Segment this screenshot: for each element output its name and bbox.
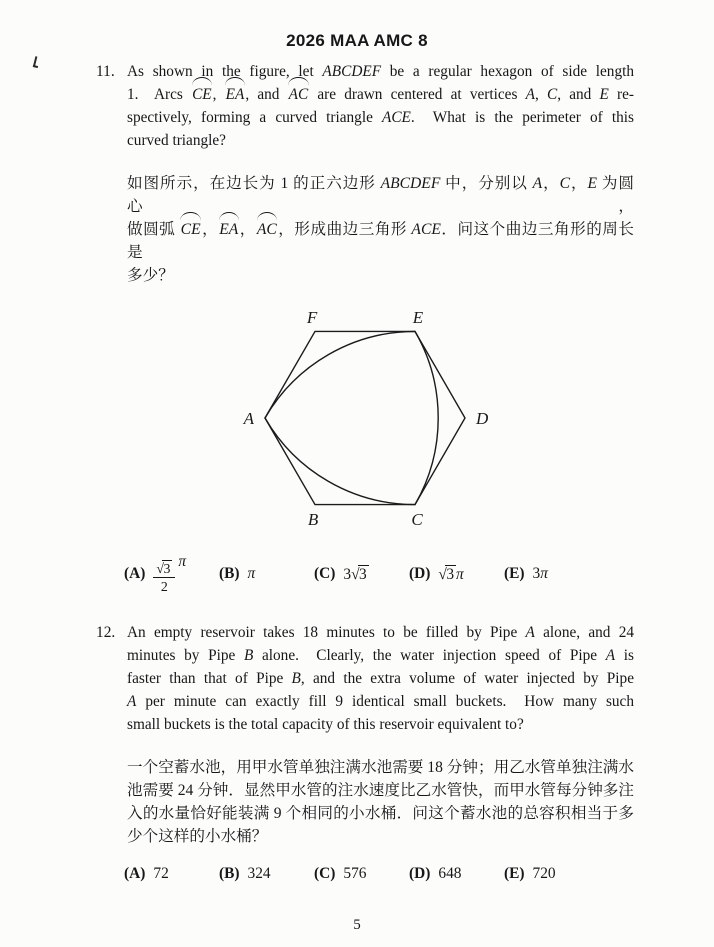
choice-label: (B)	[219, 865, 240, 882]
choice-value: 72	[153, 865, 169, 882]
answer-choices-12	[124, 865, 634, 883]
text-line: 一个空蓄水池，用甲水管单独注满水池需要 18 分钟；用乙水管单独注满水	[127, 759, 634, 776]
choice-12-e	[504, 865, 634, 883]
choice-label: (D)	[409, 865, 431, 882]
choice-11-d	[409, 565, 504, 584]
choice-value: 720	[532, 865, 556, 882]
text-line: 少个这样的小水桶？	[127, 828, 268, 845]
text-line: small buckets is the total capacity of this reservoir equivalent to?	[127, 716, 524, 733]
text-line: faster than that of Pipe B, and the extra volume of water injected by Pipe	[127, 670, 634, 687]
choice-value: 3√3	[343, 565, 367, 583]
vertex-label-e: E	[412, 308, 423, 327]
choice-label: (D)	[409, 565, 431, 582]
choice-label: (B)	[219, 565, 240, 582]
problem-11	[96, 60, 634, 597]
choice-value: π	[247, 565, 256, 582]
vertex-label-f: F	[306, 308, 317, 327]
choice-label: (E)	[504, 865, 525, 882]
choice-11-e	[504, 565, 634, 583]
text-line: An empty reservoir takes 18 minutes to be filled by Pipe A alone, and 24	[127, 624, 634, 641]
choice-label: (A)	[124, 564, 146, 582]
choice-12-c	[314, 865, 409, 883]
choice-value: 648	[438, 865, 462, 882]
choice-label: (E)	[504, 565, 525, 582]
text-line: A per minute can exactly fill 9 identical small buckets. How many such	[127, 693, 634, 710]
choice-11-c	[314, 565, 409, 584]
text-line: 1. Arcs CE, EA, and AC are drawn centered at vertices A, C, and E re-	[127, 83, 634, 106]
curved-triangle	[265, 331, 438, 504]
choice-label: (C)	[314, 865, 336, 882]
page-content	[96, 60, 634, 883]
page-header	[0, 0, 714, 51]
choice-12-b	[219, 865, 314, 883]
text-line: curved triangle?	[127, 132, 226, 149]
pen-mark	[33, 56, 43, 69]
hexagon-figure	[111, 300, 618, 541]
problem-12-chinese	[127, 756, 634, 848]
choice-value: 3π	[532, 565, 548, 582]
problem-11-chinese	[127, 172, 634, 287]
choice-12-d	[409, 865, 504, 883]
choice-label: (C)	[314, 565, 336, 582]
problem-12-english	[127, 621, 634, 736]
page-number: 5	[353, 917, 361, 933]
vertex-label-c: C	[410, 510, 423, 529]
answer-choices-11	[124, 551, 634, 597]
vertex-label-d: D	[475, 409, 488, 428]
text-line: 多少？	[127, 267, 174, 284]
choice-11-a	[124, 553, 219, 595]
problem-11-english	[127, 60, 634, 152]
choice-12-a	[124, 865, 219, 883]
problem-12-number: 12.	[96, 624, 116, 641]
choice-value: √3 π	[438, 565, 464, 583]
hexagon-figure-svg	[232, 300, 498, 536]
text-line: As shown in the figure, let ABCDEF be a regular hexagon of side length	[127, 63, 634, 80]
choice-value: 576	[343, 865, 367, 882]
text-line: 池需要 24 分钟．显然甲水管的注水速度比乙水管快，而甲水管每分钟多注	[127, 782, 634, 799]
choice-11-b	[219, 565, 314, 583]
text-line: spectively, forming a curved triangle ACE. What is the perimeter of this	[127, 109, 634, 126]
problem-12	[96, 621, 634, 883]
vertex-label-b: B	[307, 510, 318, 529]
vertex-label-a: A	[243, 409, 254, 428]
exam-title: 2026 MAA AMC 8	[286, 31, 428, 50]
text-line: 做圆弧 CE，EA，AC，形成曲边三角形 ACE．问这个曲边三角形的周长是	[127, 218, 634, 264]
choice-label: (A)	[124, 865, 146, 882]
text-line: minutes by Pipe B alone. Clearly, the water injection speed of Pipe A is	[127, 647, 635, 664]
text-line: 入的水量恰好能装满 9 个相同的小水桶．问这个蓄水池的总容积相当于多	[127, 805, 634, 822]
hexagon-outline	[265, 331, 465, 504]
problem-11-number: 11.	[96, 63, 115, 80]
choice-value: 324	[247, 865, 271, 882]
text-line: 如图所示，在边长为 1 的正六边形 ABCDEF 中，分别以 A，C，E 为圆心，	[127, 175, 634, 215]
choice-value: $\frac{√3}{2}$ π	[153, 553, 186, 595]
